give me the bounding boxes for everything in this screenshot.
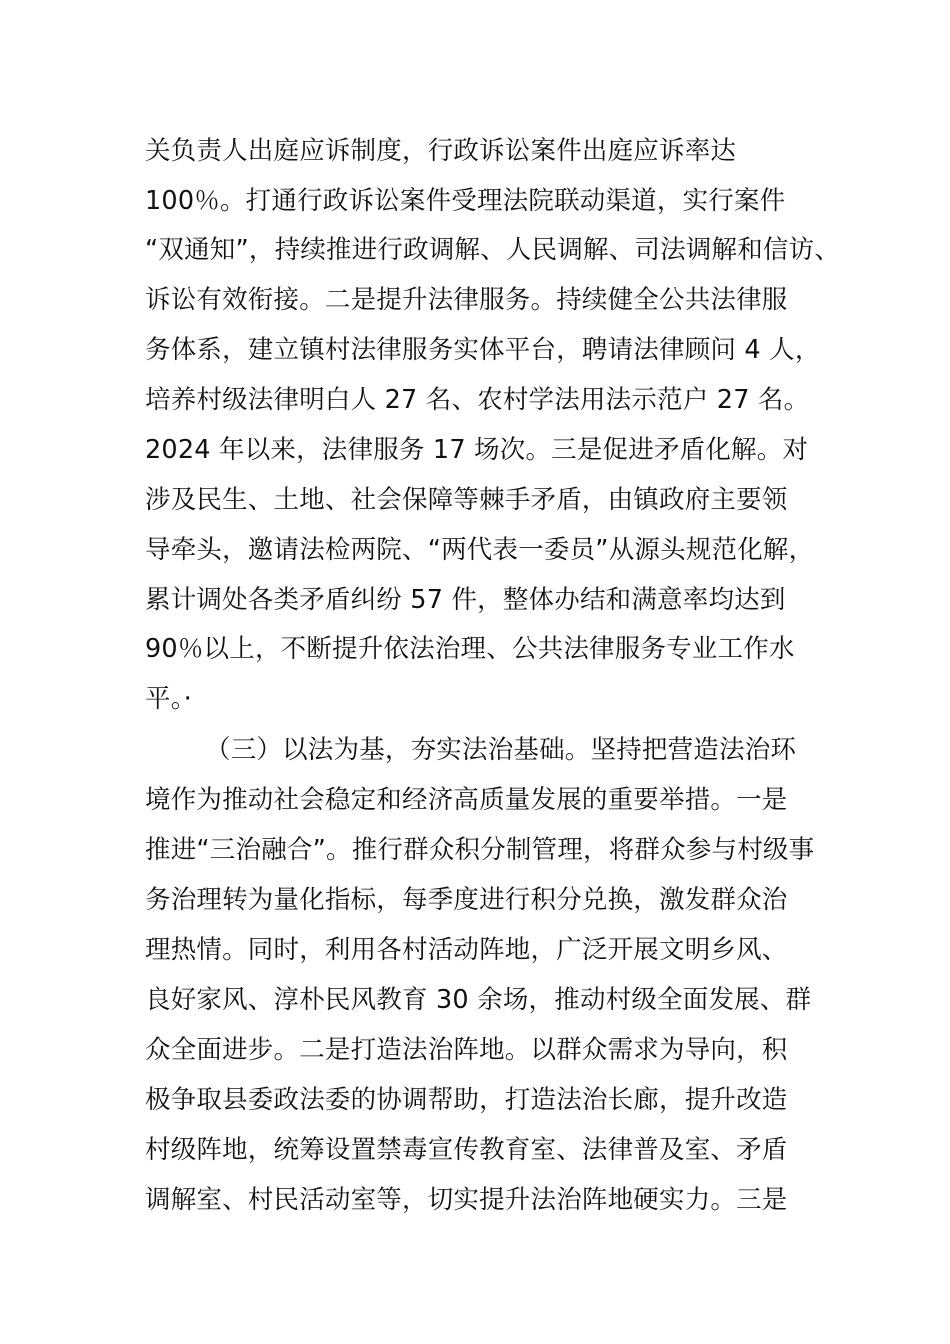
text-line: 培养村级法律明白人 27 名、农村学法用法示范户 27 名。 bbox=[145, 385, 810, 415]
section-heading-line: （三）以法为基，夯实法治基础。坚持把营造法治环 bbox=[205, 735, 797, 765]
text-line: 平。· bbox=[145, 684, 192, 714]
text-line: 累计调处各类矛盾纠纷 57 件，整体办结和满意率均达到 bbox=[145, 585, 786, 615]
text-line: 100％。打通行政诉讼案件受理法院联动渠道，实行案件 bbox=[145, 186, 786, 216]
text-line: 良好家风、淳朴民风教育 30 余场，推动村级全面发展、群 bbox=[145, 985, 812, 1015]
text-line: 导牵头，邀请法检两院、“两代表一委员”从源头规范化解， bbox=[145, 535, 815, 565]
text-line: 境作为推动社会稳定和经济高质量发展的重要举措。一是 bbox=[145, 785, 788, 815]
text-line: 调解室、村民活动室等，切实提升法治阵地硬实力。三是 bbox=[145, 1185, 788, 1215]
text-line: 务体系，建立镇村法律服务实体平台，聘请法律顾问 4 人， bbox=[145, 335, 821, 365]
text-line: 村级阵地，统筹设置禁毒宣传教育室、法律普及室、矛盾 bbox=[145, 1135, 788, 1165]
text-line: 众全面进步。二是打造法治阵地。以群众需求为导向，积 bbox=[145, 1035, 788, 1065]
text-line: 涉及民生、土地、社会保障等棘手矛盾，由镇政府主要领 bbox=[145, 485, 788, 515]
text-line: “双通知”，持续推进行政调解、人民调解、司法调解和信访、 bbox=[145, 235, 841, 265]
text-line: 务治理转为量化指标，每季度进行积分兑换，激发群众治 bbox=[145, 885, 788, 915]
text-line: 理热情。同时，利用各村活动阵地，广泛开展文明乡风、 bbox=[145, 935, 788, 965]
text-line: 90％以上，不断提升依法治理、公共法律服务专业工作水 bbox=[145, 634, 795, 664]
text-line: 关负责人出庭应诉制度，行政诉讼案件出庭应诉率达 bbox=[145, 136, 737, 166]
text-line: 诉讼有效衔接。二是提升法律服务。持续健全公共法律服 bbox=[145, 285, 788, 315]
text-line: 极争取县委政法委的协调帮助，打造法治长廊，提升改造 bbox=[145, 1085, 788, 1115]
text-line: 2024 年以来，法律服务 17 场次。三是促进矛盾化解。对 bbox=[145, 435, 809, 465]
text-line: 推进“三治融合”。推行群众积分制管理，将群众参与村级事 bbox=[145, 835, 815, 865]
